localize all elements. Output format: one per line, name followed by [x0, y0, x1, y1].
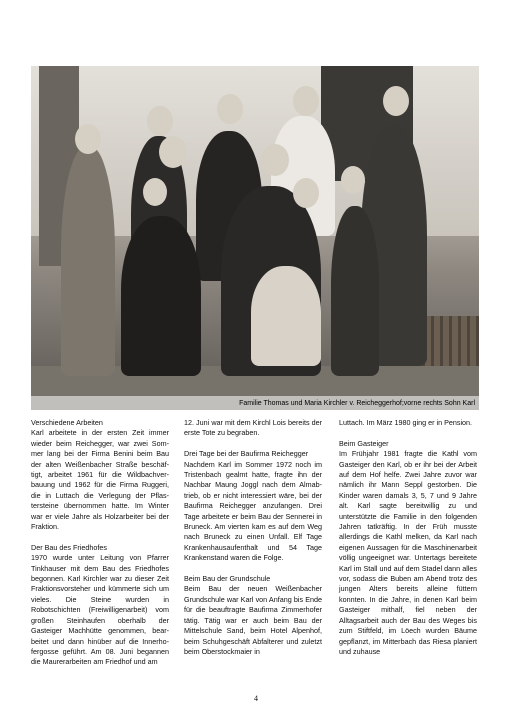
photo-figure [61, 146, 115, 376]
photo-caption: Familie Thomas und Maria Kirchler v. Reicheggerhof;vorne rechts Sohn Karl [239, 400, 475, 407]
photo-figure-head [261, 144, 289, 176]
paragraph: 12. Juni war mit dem Kirchl Lois bereits der erste Tote zu begraben. [184, 418, 322, 438]
photo-figure-head [147, 106, 173, 136]
photo-figure [121, 216, 201, 376]
section-heading: Verschiedene Arbeiten [31, 418, 103, 427]
text-column-2 [184, 418, 322, 657]
paragraph: Nachdem Karl im Sommer 1972 noch im Tristenbach gealmt hatte, fragte ihn der Nachbar Maung Joggl nach dem Almabtrieb, ob er nicht interessiert wäre, bei der Baufirma Reichegger anzufangen. Drei Tage arbeitete er beim Bau der Sennerei in Bruneck. Am vierten kam es auf dem Weg nach Bruneck zu einen Unfall. Elf Tage Krankenhausaufenthalt und 54 Tage Krankenstand waren die Folge. [184, 459, 322, 563]
paragraph: Beim Bau der neuen Weißenbacher Grundschule war Karl von Anfang bis Ende für die beauftragte Baufirma Zimmerhofer tätig. Tätig war er auch beim Bau der Mittelschule Sand, beim Hotel Alpenhof, beim Schuhgeschäft Abfalterer und zuletzt beim Oberstockmaier in [184, 584, 322, 656]
text-column-1 [31, 418, 169, 668]
paragraph: Im Frühjahr 1981 fragte die Kathl vom Gasteiger den Karl, ob er ihr bei der Arbeit auf dem Hof helfe. Zwei Jahre zuvor war nämlich ihr Mann Seppl gestorben. Die Kinder waren damals 3, 5, 7 und 9 Jahre alt. Karl sagte bereitwillig zu und unterstützte die Familie in den folgenden Jahren tatkräftig. In der Früh musste allerdings die Kathl melken, da Karl nach eigenen Aussagen für die Maschinenarbeit völlig ungeeignet war. Untertags bereitete Karl im Stall und auf dem Stadel dann alles vor, sodass die Buben am Abend trotz des jungen Alters bereits alleine füttern konnten. In die Jahre, in denen Karl beim Gasteiger mithalf, fiel neben der Alltagsarbeit auch der Bau des Weges bis zum Stiftfeld, im Löech wurden Bäume gepflanzt, im Mitterbach das Riesa planiert und zuhause [339, 449, 477, 656]
paragraph: Karl arbeitete in der ersten Zeit immer wieder beim Reichegger, war zwei Sommer lang bei der Firma Benini beim Bau der alten Weißenbacher Straße beschäftigt, arbeitet 1961 für die Wildbachverbauung und 1962 für die Firma Ruggeri, die in Luttach die Verlegung der Pflastersteine übernommen hatte. Im Winter war er viele Jahre als Holzarbeiter bei der Fraktion. [31, 428, 169, 532]
photo-figure-head [293, 86, 319, 116]
section-heading: Der Bau des Friedhofes [31, 542, 107, 552]
photo-figure-head [143, 178, 167, 206]
photo-figure [251, 266, 321, 366]
text-column-3 [339, 418, 477, 657]
photo-figure [331, 206, 379, 376]
photo-figure-head [217, 94, 243, 124]
page-number: 4 [254, 694, 258, 703]
paragraph: 1970 wurde unter Leitung von Pfarrer Tinkhauser mit dem Bau des Friedhofes begonnen. Karl Kirchler war zu dieser Zeit Fraktionsvorsteher und kümmerte sich um vieles. Die Steine wurden in Robotschichten (Freiwilligenarbeit) vom großen Steinhaufen oberhalb der Gasteiger Machhütte genommen, bearbeitet und dann hinüber auf die Innerhofergosse geführt. Am 08. Juni begannen die Maurerarbeiten am Friedhof und am [31, 553, 169, 667]
photo-figure-head [341, 166, 365, 194]
section-heading: Drei Tage bei der Baufirma Reichegger [184, 449, 309, 459]
photo-figure-head [75, 124, 101, 154]
family-photo [31, 66, 479, 410]
section-heading: Beim Gasteiger [339, 438, 389, 448]
photo-figure-head [293, 178, 319, 208]
photo-figure-head [383, 86, 409, 116]
paragraph: Luttach. Im März 1980 ging er in Pension. [339, 418, 473, 427]
section-heading: Beim Bau der Grundschule [184, 574, 271, 584]
photo-figure-head [159, 136, 187, 168]
